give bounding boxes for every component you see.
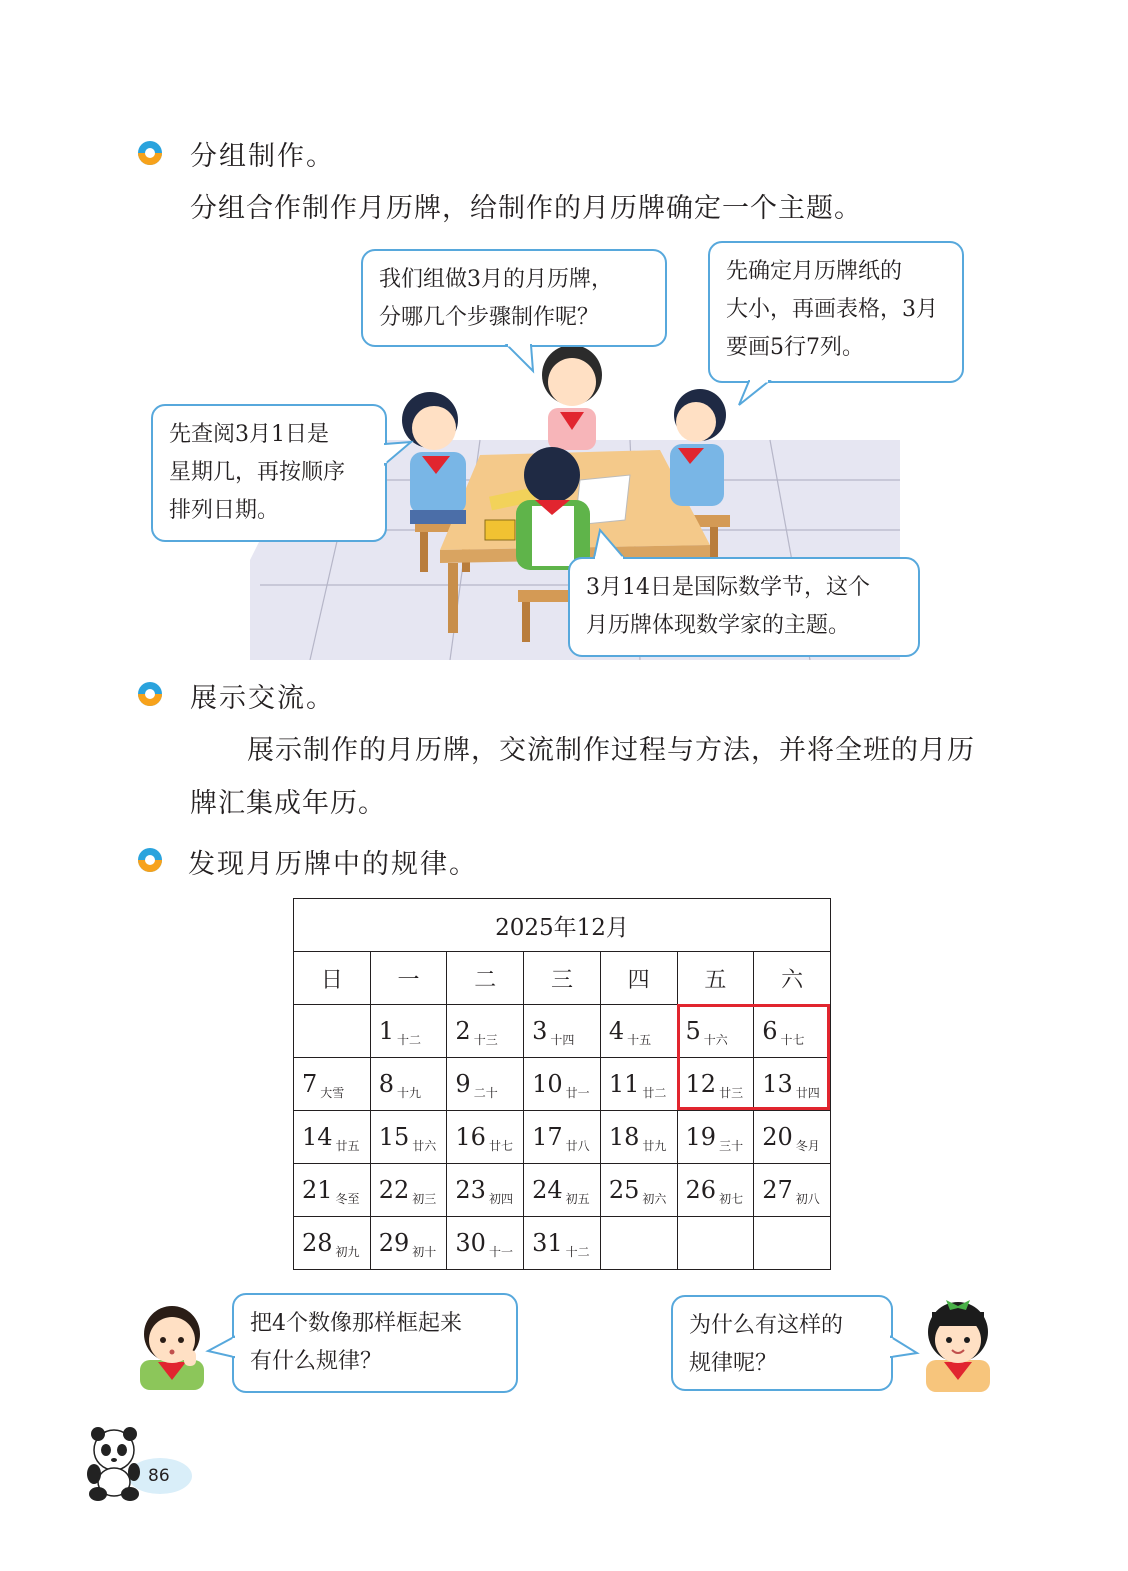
lunar-date: 十六 [703, 1033, 728, 1047]
calendar-day-cell [524, 1005, 601, 1058]
calendar-day-cell [370, 1111, 447, 1164]
day-number: 4 [608, 1017, 625, 1045]
section-bullet-icon [137, 681, 163, 707]
lunar-date: 廿一 [565, 1086, 590, 1100]
calendar-day-cell [447, 1005, 524, 1058]
day-number: 16 [455, 1123, 486, 1151]
bubble-line: 排列日期。 [169, 498, 280, 523]
lunar-date: 十五 [627, 1033, 652, 1047]
calendar-day-cell [294, 1058, 371, 1111]
calendar-empty-cell [754, 1217, 831, 1270]
lunar-date: 廿七 [488, 1139, 513, 1153]
calendar-day-cell [447, 1164, 524, 1217]
speech-bubble-bottom-girl [671, 1295, 893, 1391]
calendar-day-cell [677, 1111, 754, 1164]
day-number: 13 [762, 1070, 793, 1098]
weekday-header-cell: 五 [677, 952, 754, 1005]
weekday-header-cell: 日 [294, 952, 371, 1005]
lunar-date: 初七 [719, 1192, 744, 1206]
calendar-day-cell [524, 1164, 601, 1217]
bubble-tail-icon [735, 381, 775, 409]
bubble-line: 月历牌体现数学家的主题。 [586, 613, 851, 638]
calendar-week-row [294, 1217, 831, 1270]
day-number: 9 [455, 1070, 471, 1098]
day-number: 7 [302, 1070, 318, 1098]
section-bullet-icon [137, 140, 163, 166]
calendar-day-cell [600, 1111, 677, 1164]
lunar-date: 十二 [396, 1033, 421, 1047]
lunar-date: 廿五 [335, 1139, 360, 1153]
lunar-date: 初六 [642, 1192, 667, 1206]
lunar-date: 初四 [488, 1192, 513, 1206]
day-number: 25 [608, 1176, 640, 1204]
weekday-header-row [294, 952, 831, 1005]
lunar-date: 廿六 [412, 1139, 437, 1153]
weekday-header-cell: 一 [370, 952, 447, 1005]
bubble-line: 星期几，再按顺序 [169, 460, 346, 485]
day-number: 23 [455, 1176, 486, 1204]
day-number: 5 [685, 1017, 701, 1045]
calendar-week-row [294, 1111, 831, 1164]
calendar-day-cell [524, 1217, 601, 1270]
speech-bubble-left-boy [151, 404, 387, 542]
calendar-day-cell [370, 1217, 447, 1270]
bubble-line: 要画5行7列。 [726, 335, 864, 360]
lunar-date: 大雪 [320, 1086, 345, 1100]
section-paragraph-line1: 展示制作的月历牌，交流制作过程与方法，并将全班的月历 [247, 735, 975, 766]
lunar-date: 十三 [473, 1033, 498, 1047]
lunar-date: 冬月 [795, 1139, 820, 1153]
section-paragraph: 分组合作制作月历牌，给制作的月历牌确定一个主题。 [190, 193, 862, 224]
calendar-week-row [294, 1164, 831, 1217]
bubble-line: 规律呢？ [689, 1351, 778, 1376]
lunar-date: 廿三 [719, 1086, 744, 1100]
bubble-line: 分哪几个步骤制作呢？ [379, 305, 600, 330]
boy-thinking-illustration [132, 1298, 212, 1390]
day-number: 19 [685, 1123, 717, 1151]
bubble-tail-icon [590, 530, 630, 560]
highlight-box [677, 1004, 830, 1110]
lunar-date: 廿九 [642, 1139, 667, 1153]
bubble-tail-icon [206, 1335, 236, 1361]
day-number: 21 [302, 1176, 333, 1204]
calendar-empty-cell [677, 1217, 754, 1270]
speech-bubble-girl [361, 249, 667, 347]
section-heading-find-pattern: 发现月历牌中的规律。 [188, 849, 478, 880]
calendar-day-cell [754, 1164, 831, 1217]
day-number: 18 [608, 1123, 640, 1151]
lunar-date: 三十 [719, 1139, 744, 1153]
speech-bubble-right-boy [708, 241, 964, 383]
calendar-day-cell [370, 1005, 447, 1058]
panda-mascot-icon [80, 1424, 195, 1504]
lunar-date: 廿八 [565, 1139, 590, 1153]
bubble-line: 有什么规律？ [250, 1349, 383, 1374]
bubble-line: 3月14日是国际数学节，这个 [586, 575, 870, 600]
page-number: 86 [148, 1466, 170, 1486]
bubble-line: 我们组做3月的月历牌， [379, 267, 613, 292]
calendar-day-cell [600, 1005, 677, 1058]
calendar-day-cell [294, 1164, 371, 1217]
calendar-day-cell [294, 1111, 371, 1164]
calendar-title: 2025年12月 [294, 899, 831, 952]
bubble-line: 先确定月历牌纸的 [726, 259, 903, 284]
speech-bubble-bottom-boy [232, 1293, 518, 1393]
bubble-tail-icon [891, 1335, 921, 1361]
bubble-line: 大小，再画表格，3月 [726, 297, 938, 322]
bubble-line: 为什么有这样的 [689, 1313, 844, 1338]
bubble-line: 把4个数像那样框起来 [250, 1311, 462, 1336]
weekday-header-cell: 三 [524, 952, 601, 1005]
lunar-date: 廿四 [795, 1086, 820, 1100]
day-number: 6 [762, 1017, 778, 1045]
calendar-day-cell [754, 1111, 831, 1164]
section-bullet-icon [137, 847, 163, 873]
lunar-date: 初八 [795, 1192, 820, 1206]
lunar-date: 初五 [565, 1192, 590, 1206]
calendar-day-cell [447, 1058, 524, 1111]
lunar-date: 十二 [565, 1245, 590, 1259]
lunar-date: 冬至 [335, 1192, 360, 1206]
day-number: 28 [302, 1229, 333, 1257]
calendar-day-cell [600, 1058, 677, 1111]
day-number: 29 [378, 1229, 410, 1257]
day-number: 24 [532, 1176, 563, 1204]
day-number: 14 [302, 1123, 333, 1151]
day-number: 12 [685, 1070, 717, 1098]
calendar-empty-cell [600, 1217, 677, 1270]
day-number: 17 [532, 1123, 563, 1151]
day-number: 22 [378, 1176, 410, 1204]
bubble-tail-icon [385, 440, 415, 470]
calendar-day-cell [524, 1058, 601, 1111]
weekday-header-cell: 四 [600, 952, 677, 1005]
lunar-date: 二十 [473, 1086, 498, 1100]
calendar-day-cell [447, 1217, 524, 1270]
weekday-header-cell: 六 [754, 952, 831, 1005]
calendar-day-cell [524, 1111, 601, 1164]
day-number: 10 [532, 1070, 563, 1098]
day-number: 2 [455, 1017, 471, 1045]
lunar-date: 十七 [780, 1033, 805, 1047]
lunar-date: 初九 [335, 1245, 360, 1259]
calendar-day-cell [370, 1058, 447, 1111]
calendar-day-cell [677, 1164, 754, 1217]
lunar-date: 十九 [396, 1086, 421, 1100]
day-number: 11 [608, 1070, 640, 1098]
section-paragraph-line2: 牌汇集成年历。 [190, 788, 386, 819]
bubble-tail-icon [505, 345, 545, 375]
section-heading-show-exchange: 展示交流。 [190, 683, 335, 714]
calendar-day-cell [294, 1217, 371, 1270]
day-number: 20 [762, 1123, 793, 1151]
day-number: 27 [762, 1176, 793, 1204]
day-number: 1 [378, 1017, 394, 1045]
lunar-date: 初十 [412, 1245, 437, 1259]
calendar-empty-cell [294, 1005, 371, 1058]
day-number: 15 [378, 1123, 410, 1151]
day-number: 8 [378, 1070, 394, 1098]
girl-illustration [918, 1290, 998, 1392]
section-heading-group-making: 分组制作。 [190, 141, 335, 172]
lunar-date: 初三 [412, 1192, 437, 1206]
bubble-line: 先查阅3月1日是 [169, 422, 329, 447]
calendar-day-cell [370, 1164, 447, 1217]
day-number: 3 [532, 1017, 548, 1045]
day-number: 30 [455, 1229, 486, 1257]
day-number: 31 [532, 1229, 563, 1257]
lunar-date: 十一 [488, 1245, 513, 1259]
day-number: 26 [685, 1176, 717, 1204]
lunar-date: 廿二 [642, 1086, 667, 1100]
weekday-header-cell: 二 [447, 952, 524, 1005]
lunar-date: 十四 [550, 1033, 575, 1047]
calendar-day-cell [600, 1164, 677, 1217]
speech-bubble-front-boy [568, 557, 920, 657]
calendar-day-cell [447, 1111, 524, 1164]
